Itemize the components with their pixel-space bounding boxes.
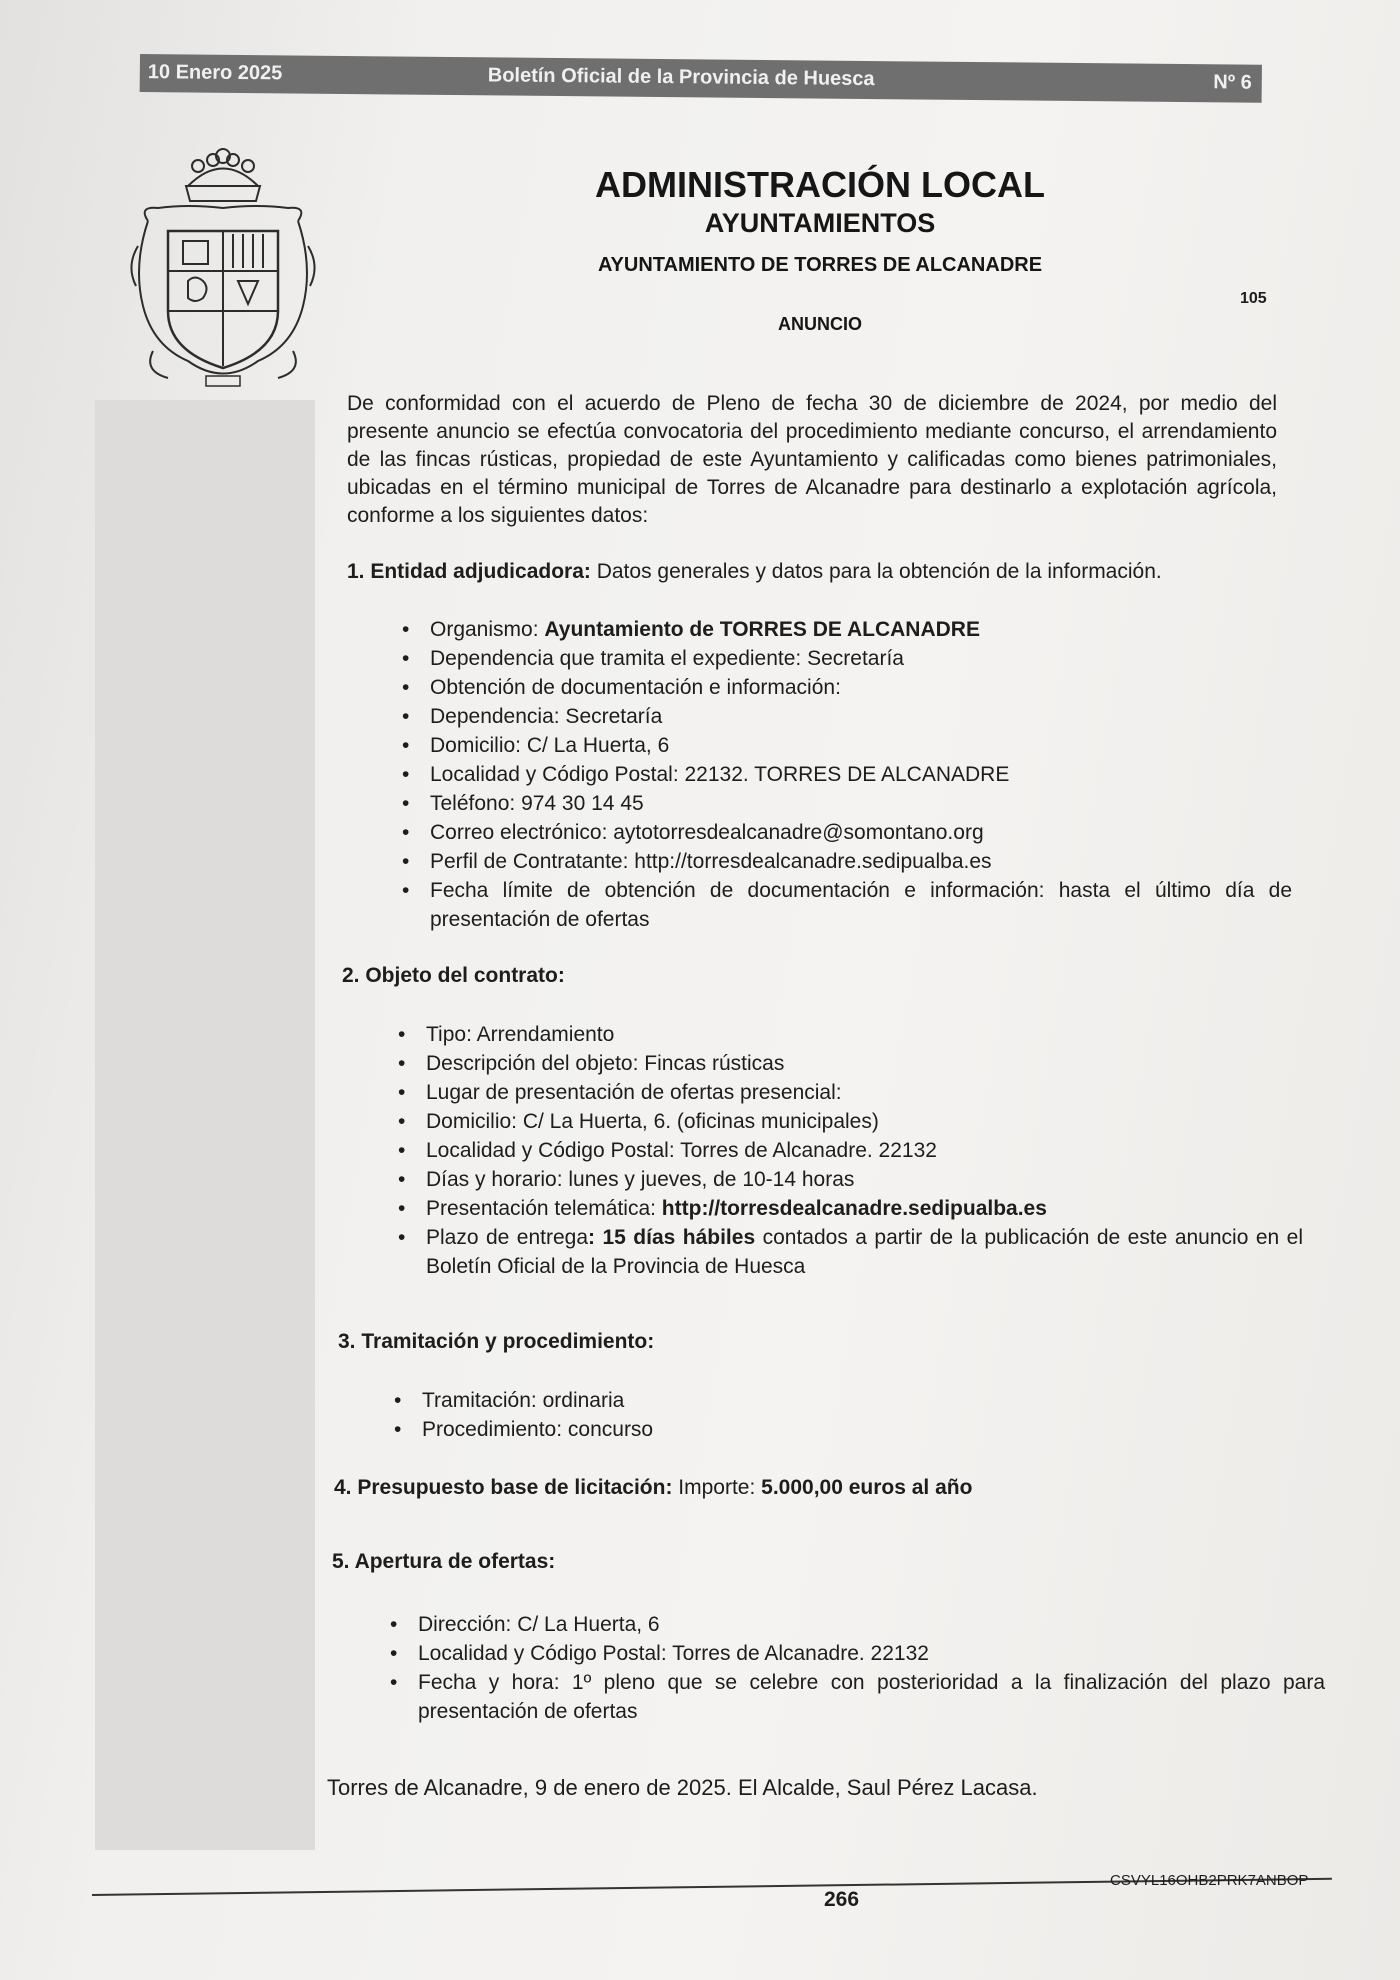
header-title: Boletín Oficial de la Provincia de Huesca	[487, 64, 875, 91]
header-issue-number: Nº 6	[1213, 71, 1252, 94]
coat-of-arms-emblem	[128, 146, 318, 396]
list-item: • Perfil de Contratante: http://torresdealcanadre.sedipualba.es	[402, 847, 1292, 876]
list-item: • Obtención de documentación e información:	[402, 673, 1292, 702]
organismo-label: Organismo:	[430, 618, 545, 641]
importe-label: Importe:	[672, 1476, 762, 1499]
section-1-text: Datos generales y datos para la obtención de la información.	[590, 560, 1162, 583]
document-type-heading: ANUNCIO	[778, 314, 862, 334]
section-1-list	[402, 615, 1292, 934]
importe-amount: 5.000,00 euros al año	[761, 1476, 973, 1499]
list-item	[402, 615, 1292, 644]
section-5-heading	[332, 1548, 555, 1576]
list-item: • Días y horario: lunes y jueves, de 10-14 horas	[398, 1165, 1303, 1194]
list-item: • Fecha límite de obtención de documentación e información: hasta el último día de presentación de ofertas	[402, 876, 1292, 934]
subsection-heading: AYUNTAMIENTOS	[704, 208, 936, 238]
section-3-title: 3. Tramitación y procedimiento:	[338, 1330, 655, 1353]
list-item: • Descripción del objeto: Fincas rústicas	[398, 1049, 1303, 1078]
telematic-label: Presentación telemática:	[426, 1197, 662, 1220]
section-5-title: 5. Apertura de ofertas:	[332, 1550, 556, 1573]
organismo-value: Ayuntamiento de TORRES DE ALCANADRE	[544, 618, 980, 641]
list-item: • Lugar de presentación de ofertas presencial:	[398, 1078, 1303, 1107]
section-1-title: 1. Entidad adjudicadora:	[347, 560, 591, 583]
intro-paragraph: De conformidad con el acuerdo de Pleno de fecha 30 de diciembre de 2024, por medio del presente anuncio se efectúa convocatoria del procedimiento mediante concurso, el arrendamiento de las fincas rústicas, propiedad de este Ayuntamiento y calificadas como bienes patrimoniales, ubicadas en el término municipal de Torres de Alcanadre para destinarlo a explotación agrícola, conforme a los siguientes datos:	[347, 392, 1277, 527]
list-item	[398, 1223, 1303, 1281]
section-2-title: 2. Objeto del contrato:	[342, 964, 565, 987]
list-item: • Domicilio: C/ La Huerta, 6	[402, 731, 1292, 760]
section-5-list	[390, 1610, 1325, 1726]
list-item: • Procedimiento: concurso	[394, 1415, 1294, 1444]
page-number: 266	[824, 1888, 860, 1911]
section-4-heading	[334, 1474, 972, 1502]
list-item: • Teléfono: 974 30 14 45	[402, 789, 1292, 818]
list-item: • Fecha y hora: 1º pleno que se celebre con posterioridad a la finalización del plazo para presentación de ofertas	[390, 1668, 1325, 1726]
list-item: • Tramitación: ordinaria	[394, 1386, 1294, 1415]
list-item: • Localidad y Código Postal: 22132. TORRES DE ALCANADRE	[402, 760, 1292, 789]
section-2-list	[398, 1020, 1303, 1281]
section-3-list	[394, 1386, 1294, 1444]
left-margin-shade	[95, 400, 315, 1850]
list-item: • Domicilio: C/ La Huerta, 6. (oficinas municipales)	[398, 1107, 1303, 1136]
entity-heading: AYUNTAMIENTO DE TORRES DE ALCANADRE	[597, 254, 1043, 276]
header-date: 10 Enero 2025	[147, 61, 283, 85]
list-item: • Localidad y Código Postal: Torres de Alcanadre. 22132	[398, 1136, 1303, 1165]
telematic-url: http://torresdealcanadre.sedipualba.es	[661, 1197, 1047, 1220]
list-item	[398, 1194, 1303, 1223]
list-item: • Dirección: C/ La Huerta, 6	[390, 1610, 1325, 1639]
list-item: • Dependencia: Secretaría	[402, 702, 1292, 731]
announcement-ref-number: 105	[1240, 290, 1267, 307]
section-2-heading	[342, 962, 565, 990]
deadline-label: Plazo de entrega	[426, 1226, 589, 1249]
deadline-days: : 15 días hábiles	[588, 1226, 756, 1249]
deadline-rest: contados a partir de la publicación de este anuncio en el Boletín Oficial de la Provincia de Huesca	[426, 1226, 1303, 1278]
list-item: • Correo electrónico: aytotorresdealcanadre@somontano.org	[402, 818, 1292, 847]
list-item: • Localidad y Código Postal: Torres de Alcanadre. 22132	[390, 1639, 1325, 1668]
section-heading: ADMINISTRACIÓN LOCAL	[595, 164, 1045, 205]
section-4-title: 4. Presupuesto base de licitación:	[334, 1476, 673, 1499]
section-1-heading	[347, 558, 1162, 586]
verification-code: CSVYL16OHB2PRK7ANBOP	[1110, 1872, 1309, 1889]
list-item: • Dependencia que tramita el expediente: Secretaría	[402, 644, 1292, 673]
list-item: • Tipo: Arrendamiento	[398, 1020, 1303, 1049]
closing-signature-line: Torres de Alcanadre, 9 de enero de 2025. El Alcalde, Saul Pérez Lacasa.	[327, 1775, 1038, 1800]
section-3-heading	[338, 1328, 654, 1356]
